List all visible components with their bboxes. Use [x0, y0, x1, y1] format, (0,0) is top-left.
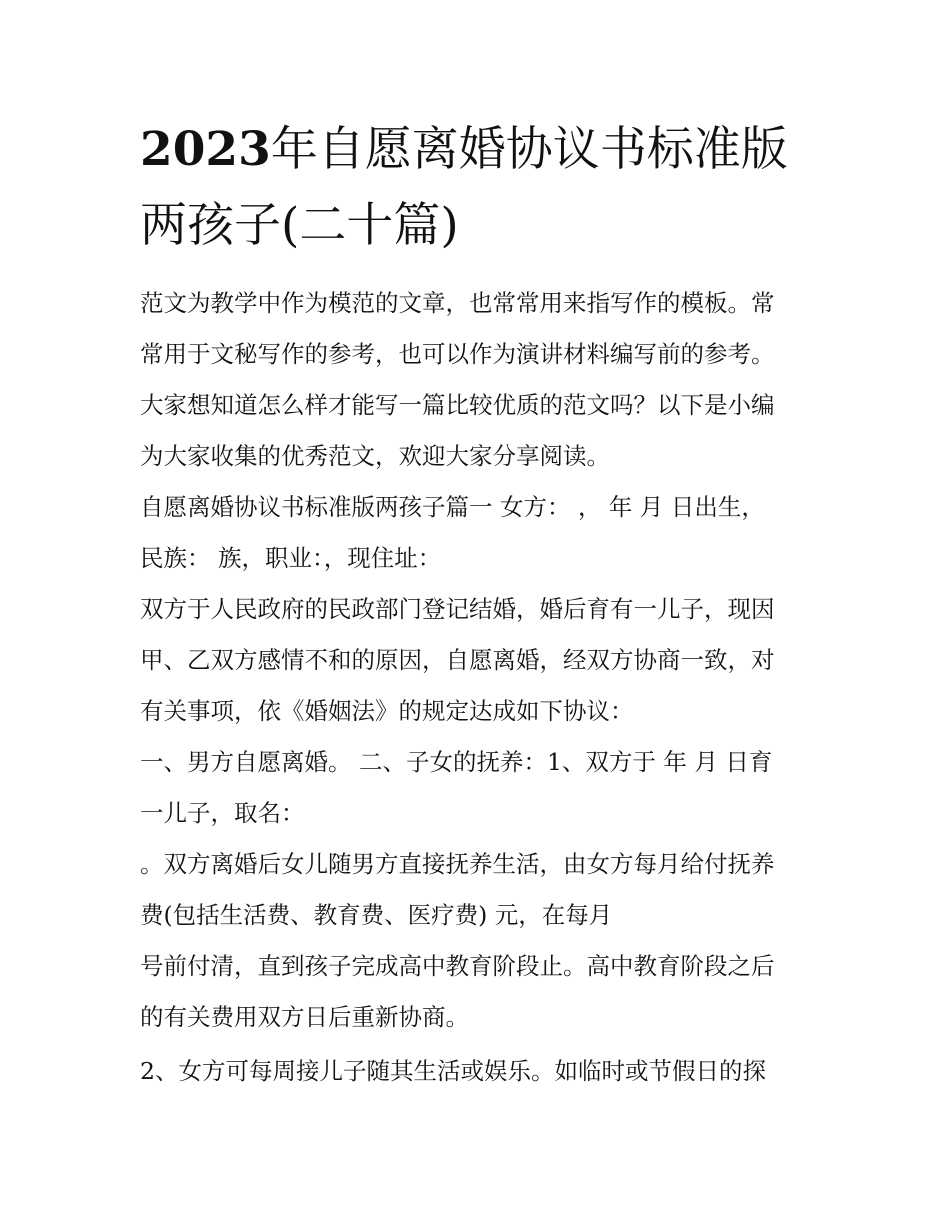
body-line: 号前付清，直到孩子完成高中教育阶段止。高中教育阶段之后: [140, 952, 775, 980]
body-line: 范文为教学中作为模范的文章，也常常用来指写作的模板。常: [140, 289, 775, 317]
body-line: 大家想知道怎么样才能写一篇比较优质的范文吗？以下是小编: [140, 391, 775, 419]
body-line: 一儿子，取名：: [140, 799, 305, 827]
body-line: 为大家收集的优秀范文，欢迎大家分享阅读。: [140, 442, 610, 470]
body-line: 一、男方自愿离婚。 二、子女的抚养：1、双方于 年 月 日育: [140, 748, 773, 776]
body-line: 。双方离婚后女儿随男方直接抚养生活，由女方每月给付抚养: [140, 850, 775, 878]
title-line-2: 两孩子(二十篇): [140, 198, 459, 253]
body-line: 有关事项，依《婚姻法》的规定达成如下协议：: [140, 697, 634, 725]
body-line: 民族： 族，职业：，现住址：: [140, 544, 442, 572]
title-line-1: [140, 112, 820, 188]
document-title: [140, 112, 820, 264]
body-line: 费(包括生活费、教育费、医疗费) 元，在每月: [140, 901, 613, 929]
title-year: 2023: [140, 122, 271, 177]
document-body: [140, 278, 820, 1097]
body-line: 2、女方可每周接儿子随其生活或娱乐。如临时或节假日的探: [140, 1057, 766, 1085]
body-line: 甲、乙双方感情不和的原因，自愿离婚，经双方协商一致，对: [140, 646, 775, 674]
body-line: 常用于文秘写作的参考，也可以作为演讲材料编写前的参考。: [140, 340, 775, 368]
body-line: 自愿离婚协议书标准版两孩子篇一 女方： ， 年 月 日出生，: [140, 493, 765, 521]
body-line: 的有关费用双方日后重新协商。: [140, 1003, 469, 1031]
title-text: 年自愿离婚协议书标准版: [270, 122, 788, 177]
body-line: 双方于人民政府的民政部门登记结婚，婚后育有一儿子，现因: [140, 595, 775, 623]
